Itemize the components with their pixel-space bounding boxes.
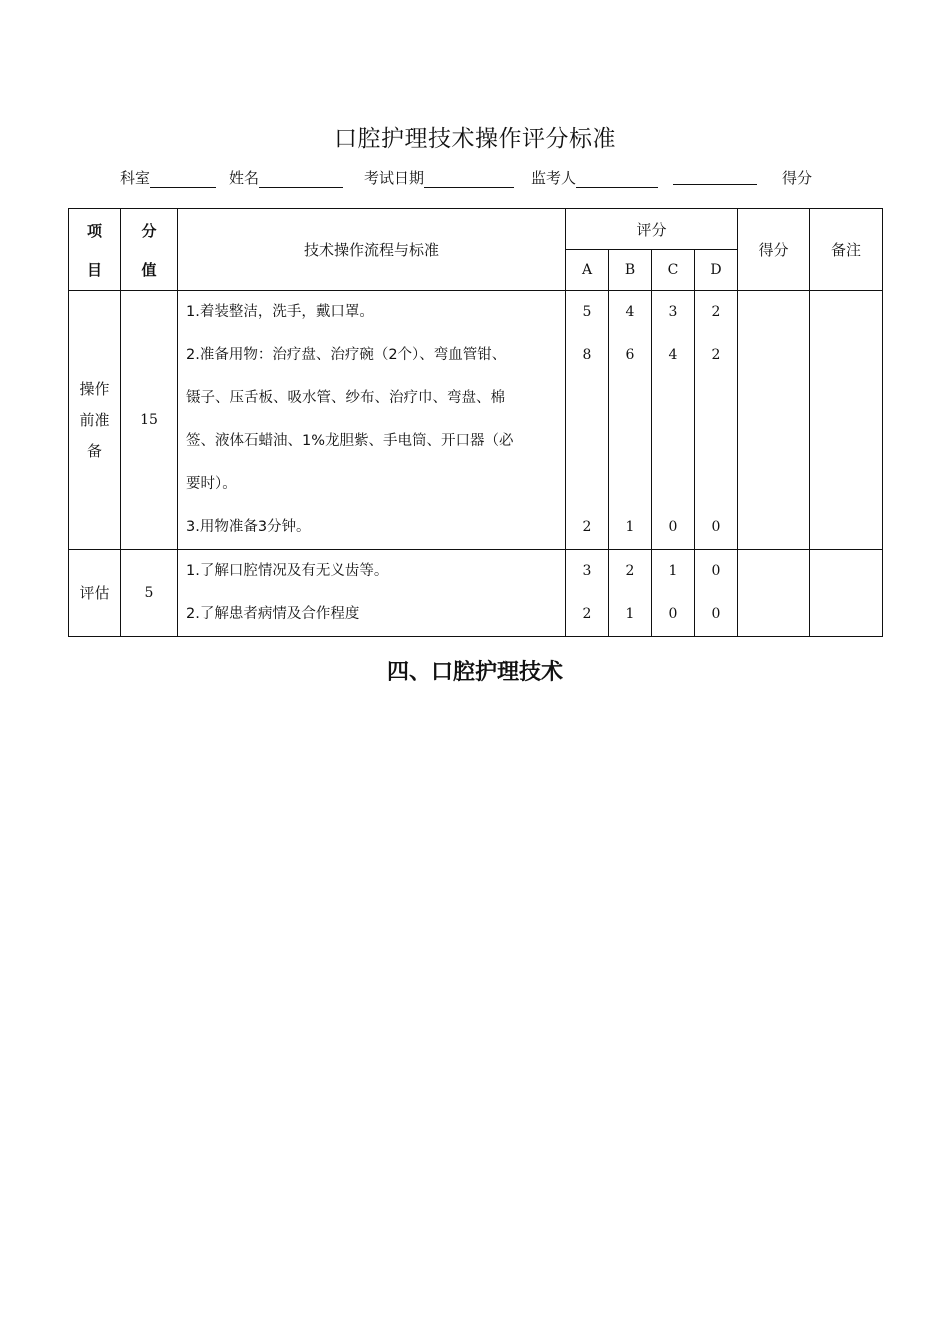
process-cell [178,550,566,637]
extra-field[interactable] [673,167,757,185]
name-field[interactable] [229,167,343,188]
grade-c-header: C [652,250,695,291]
grade-value: 1 [625,606,635,622]
grade-value [566,420,608,463]
header-value-line2: 值 [141,260,157,279]
grade-value: 3 [668,304,678,320]
header-row [69,209,883,250]
proctor-blank[interactable] [576,171,658,188]
category-line: 操作 [79,379,110,398]
grade-value [695,377,737,420]
points-cell: 5 [121,550,178,637]
score-label: 得分 [782,169,813,187]
grade-b-cell [609,550,652,637]
header-item [69,209,121,291]
grade-a-cell [566,291,609,550]
score-field [782,167,812,188]
header-item-line2: 目 [86,260,102,279]
header-rating: 评分 [566,209,738,250]
grade-value: 2 [582,606,592,622]
exam-date-field[interactable] [364,167,514,188]
grade-value: 0 [711,563,721,579]
grade-value: 4 [625,304,635,320]
exam-date-label: 考试日期 [364,169,425,187]
extra-blank[interactable] [673,168,757,185]
grade-value: 2 [711,304,721,320]
category-preparation [69,291,121,550]
department-blank[interactable] [150,171,216,188]
step-line: 2.准备用物：治疗盘、治疗碗（2个）、弯血管钳、 [186,347,507,363]
header-remark: 备注 [810,209,883,291]
name-blank[interactable] [259,171,343,188]
grade-a-header: A [566,250,609,291]
grade-c-cell [652,291,695,550]
points-cell: 15 [121,291,178,550]
grade-value [609,377,651,420]
header-process: 技术操作流程与标准 [178,209,566,291]
grade-value: 2 [582,519,592,535]
step-line: 签、液体石蜡油、1%龙胆紫、手电筒、开口器（必 [186,433,514,449]
grade-a-cell [566,550,609,637]
grade-d-cell [695,291,738,550]
step-line: 1.了解口腔情况及有无义齿等。 [186,563,389,579]
grade-value: 5 [582,304,592,320]
grade-value [652,420,694,463]
grade-value: 6 [625,347,635,363]
score-input-cell[interactable] [738,550,810,637]
header-value [121,209,178,291]
header-value-line1: 分 [141,221,157,240]
department-label: 科室 [120,169,151,187]
grade-value [652,463,694,506]
grade-value: 3 [582,563,592,579]
table-row [69,550,883,637]
proctor-field[interactable] [531,167,658,188]
proctor-label: 监考人 [531,169,577,187]
grade-value: 1 [668,563,678,579]
grade-d-header: D [695,250,738,291]
grade-value: 2 [625,563,635,579]
category-assessment: 评估 [69,550,121,637]
grade-value [652,377,694,420]
header-score: 得分 [738,209,810,291]
grade-b-header: B [609,250,652,291]
grade-value [609,420,651,463]
section-title: 四、口腔护理技术 [386,660,563,685]
document-title: 口腔护理技术操作评分标准 [334,126,616,152]
remark-input-cell[interactable] [810,291,883,550]
step-line: 要时）。 [186,476,237,492]
exam-info-line [0,167,950,189]
scoring-table [68,208,883,637]
process-cell [178,291,566,550]
step-line: 1.着装整洁，洗手，戴口罩。 [186,304,374,320]
grade-value: 2 [711,347,721,363]
header-item-line1: 项 [86,221,102,240]
table-row [69,291,883,550]
grade-b-cell [609,291,652,550]
grade-value [609,463,651,506]
grade-value [695,420,737,463]
grade-c-cell [652,550,695,637]
category-line: 备 [86,441,102,460]
grade-value: 0 [711,519,721,535]
grade-value: 0 [668,519,678,535]
category-line: 前准 [79,410,110,429]
step-line: 2.了解患者病情及合作程度 [186,606,360,622]
grade-value: 0 [668,606,678,622]
grade-value [695,463,737,506]
score-input-cell[interactable] [738,291,810,550]
step-line: 镊子、压舌板、吸水管、纱布、治疗巾、弯盘、棉 [186,390,505,406]
step-line: 3.用物准备3分钟。 [186,519,311,535]
grade-value: 4 [668,347,678,363]
grade-value: 1 [625,519,635,535]
grade-d-cell [695,550,738,637]
department-field[interactable] [120,167,216,188]
remark-input-cell[interactable] [810,550,883,637]
grade-value: 8 [582,347,592,363]
exam-date-blank[interactable] [424,171,514,188]
grade-value [566,463,608,506]
grade-value: 0 [711,606,721,622]
name-label: 姓名 [229,169,260,187]
grade-value [566,377,608,420]
